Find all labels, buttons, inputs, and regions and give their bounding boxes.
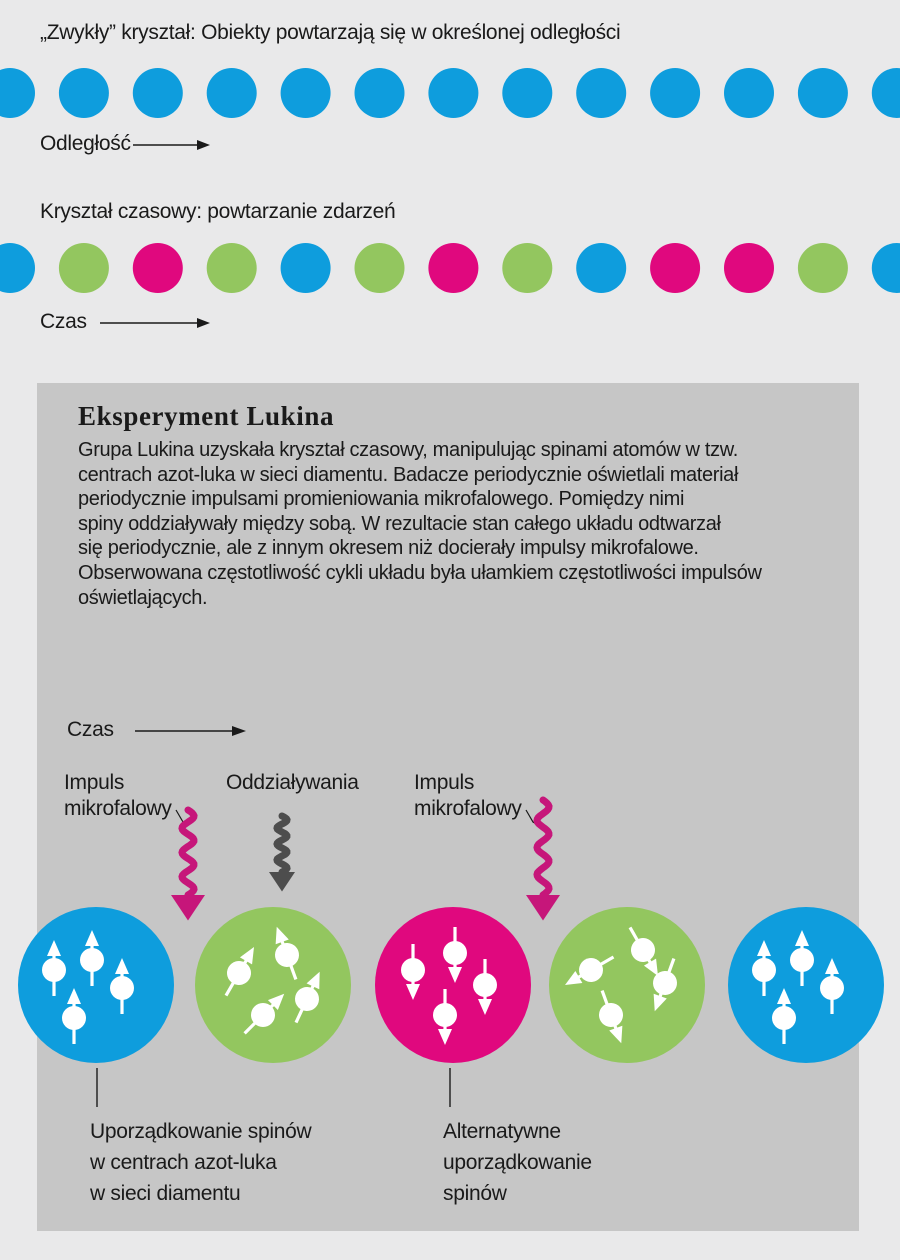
caption-right-line: spinów: [443, 1182, 507, 1205]
spin-circle-green: [195, 907, 351, 1063]
body-line: się periodycznie, ale z innym okresem niż docierały impulsy mikrofalowe.: [78, 537, 699, 560]
caption-left-line: w centrach azot-luka: [90, 1151, 277, 1174]
caption-right: [443, 1116, 592, 1209]
pulse-label-1-line: mikrofalowy: [64, 797, 172, 820]
wave-body: [277, 816, 287, 872]
time-crystal-heading: Kryształ czasowy: powtarzanie zdarzeń: [40, 200, 396, 223]
body-line: periodycznie impulsami promieniowania mikrofalowego. Pomiędzy nimi: [78, 488, 685, 511]
body-line: centrach azot-luka w sieci diamentu. Badacze periodycznie oświetlali materiał: [78, 463, 739, 486]
interaction-label: Oddziaływania: [226, 771, 359, 794]
circle-fill: [549, 907, 705, 1063]
spin-circle-magenta: [375, 907, 531, 1063]
pulse-label-2-line: mikrofalowy: [414, 797, 522, 820]
circle-fill: [195, 907, 351, 1063]
spin-circle-blue: [728, 907, 884, 1063]
pulse-label-2-line: Impuls: [414, 771, 475, 794]
body-line: oświetlających.: [78, 586, 208, 609]
body-line: Obserwowana częstotliwość cykli układu była ułamkiem częstotliwości impulsów: [78, 561, 762, 584]
diagram-time-arrow-head: [232, 726, 246, 736]
spin-circles: [18, 907, 884, 1063]
circle-fill: [728, 907, 884, 1063]
pulse-label-1-line: Impuls: [64, 771, 125, 794]
distance-label: Odległość: [40, 132, 131, 155]
circle-fill: [375, 907, 531, 1063]
circle-fill: [18, 907, 174, 1063]
body-line: spiny oddziaływały między sobą. W rezultacie stan całego układu odtwarzał: [78, 512, 721, 535]
caption-left-line: Uporządkowanie spinów: [90, 1120, 312, 1143]
microwave-pulse-1-arrow: [171, 810, 205, 921]
wave-arrow-head: [526, 895, 560, 921]
wave-body: [182, 810, 194, 895]
interaction-arrow: [269, 816, 295, 892]
wave-arrow-head: [171, 895, 205, 921]
wave-arrow-head: [269, 872, 295, 892]
caption-right-line: uporządkowanie: [443, 1151, 592, 1174]
panel-title: Eksperyment Lukina: [78, 401, 335, 431]
diagram-time-label: Czas: [67, 718, 114, 741]
spin-circle-blue: [18, 907, 174, 1063]
ordinary-crystal-heading: „Zwykły” kryształ: Obiekty powtarzają się w określonej odległości: [40, 21, 621, 44]
caption-right-line: Alternatywne: [443, 1120, 561, 1143]
time-label: Czas: [40, 310, 87, 333]
wave-body: [537, 800, 549, 895]
spin-circle-green: [549, 907, 705, 1063]
caption-left-line: w sieci diamentu: [90, 1182, 241, 1205]
caption-left: [90, 1116, 311, 1209]
body-line: Grupa Lukina uzyskała kryształ czasowy, manipulując spinami atomów w tzw.: [78, 439, 738, 461]
